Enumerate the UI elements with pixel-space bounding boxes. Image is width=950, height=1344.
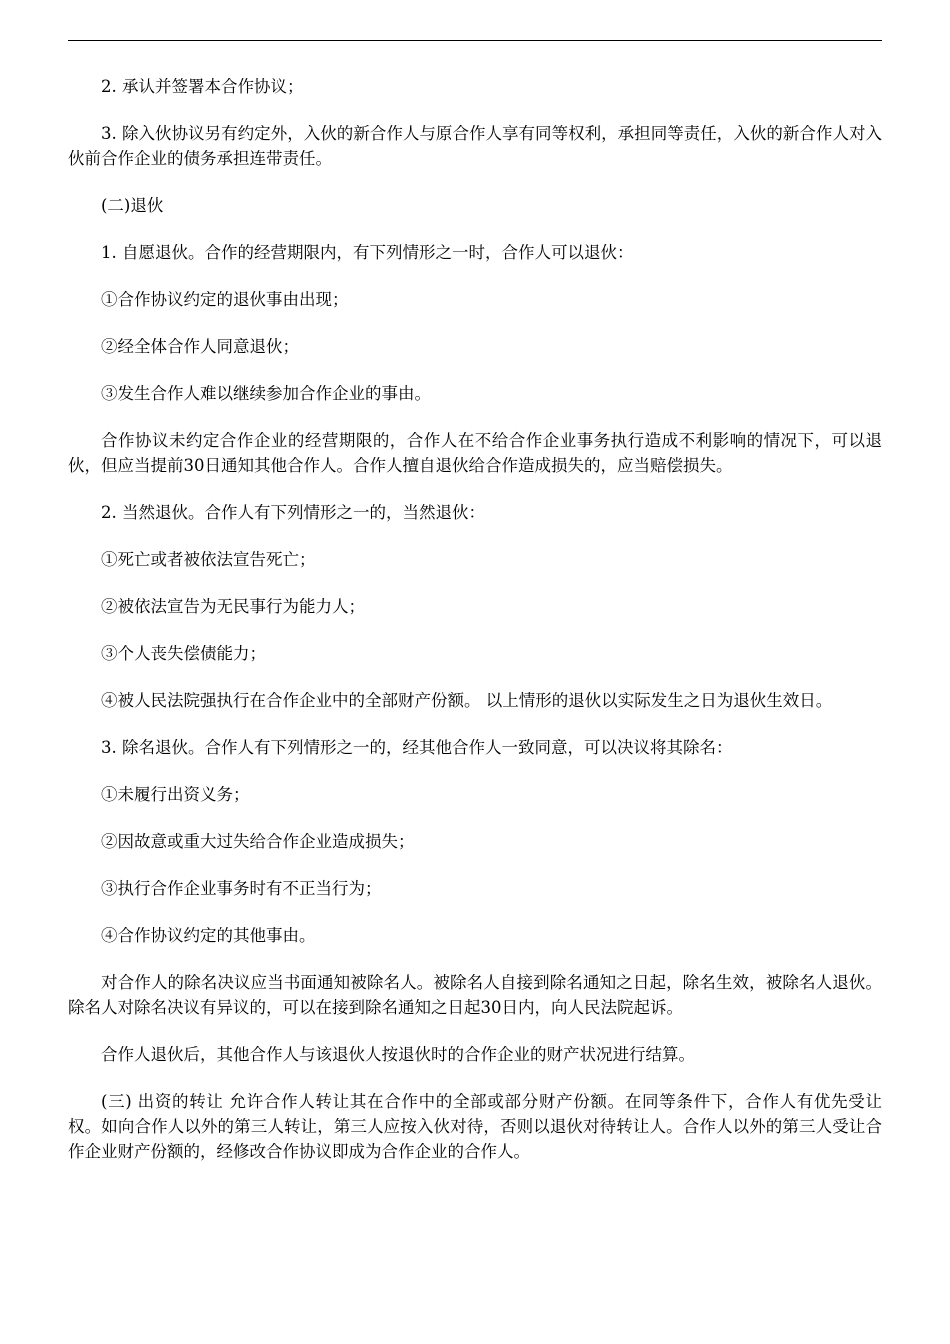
paragraph: (三) 出资的转让 允许合作人转让其在合作中的全部或部分财产份额。在同等条件下，合作人有优先受让权。如向合作人以外的第三人转让，第三人应按入伙对待，否则以退伙对待转让人。合作人以外的第三人受让合作企业财产份额的，经修改合作协议即成为合作企业的合作人。 [68, 1092, 882, 1161]
document-body [68, 74, 882, 1186]
list-item: ②因故意或重大过失给合作企业造成损失； [101, 832, 415, 851]
list-item: ④合作协议约定的其他事由。 [101, 926, 316, 945]
paragraph: 对合作人的除名决议应当书面通知被除名人。被除名人自接到除名通知之日起，除名生效，被除名人退伙。除名人对除名决议有异议的，可以在接到除名通知之日起30日内，向人民法院起诉。 [68, 973, 882, 1017]
list-item: ①合作协议约定的退伙事由出现； [101, 290, 349, 309]
paragraph: 1. 自愿退伙。合作的经营期限内，有下列情形之一时，合作人可以退伙： [101, 243, 634, 262]
list-item: ③执行合作企业事务时有不正当行为； [101, 879, 382, 898]
list-item: ②被依法宣告为无民事行为能力人； [101, 597, 365, 616]
paragraph: 2. 当然退伙。合作人有下列情形之一的，当然退伙： [101, 503, 485, 522]
paragraph: 3. 除入伙协议另有约定外，入伙的新合作人与原合作人享有同等权利，承担同等责任，入伙的新合作人对入伙前合作企业的债务承担连带责任。 [68, 124, 882, 168]
paragraph: 2. 承认并签署本合作协议； [101, 77, 304, 96]
list-item: ③个人丧失偿债能力； [101, 644, 266, 663]
paragraph: 合作人退伙后，其他合作人与该退伙人按退伙时的合作企业的财产状况进行结算。 [101, 1045, 695, 1064]
list-item: ③发生合作人难以继续参加合作企业的事由。 [101, 384, 431, 403]
list-item: ①死亡或者被依法宣告死亡； [101, 550, 316, 569]
list-item: ①未履行出资义务； [101, 785, 250, 804]
header-rule [68, 40, 882, 41]
list-item: ④被人民法院强执行在合作企业中的全部财产份额。 以上情形的退伙以实际发生之日为退伙生效日。 [101, 691, 833, 710]
paragraph: 3. 除名退伙。合作人有下列情形之一的，经其他合作人一致同意，可以决议将其除名： [101, 738, 733, 757]
paragraph: 合作协议未约定合作企业的经营期限的，合作人在不给合作企业事务执行造成不利影响的情况下，可以退伙，但应当提前30日通知其他合作人。合作人擅自退伙给合作造成损失的，应当赔偿损失。 [68, 431, 882, 475]
section-heading: (二)退伙 [101, 196, 164, 215]
list-item: ②经全体合作人同意退伙； [101, 337, 299, 356]
